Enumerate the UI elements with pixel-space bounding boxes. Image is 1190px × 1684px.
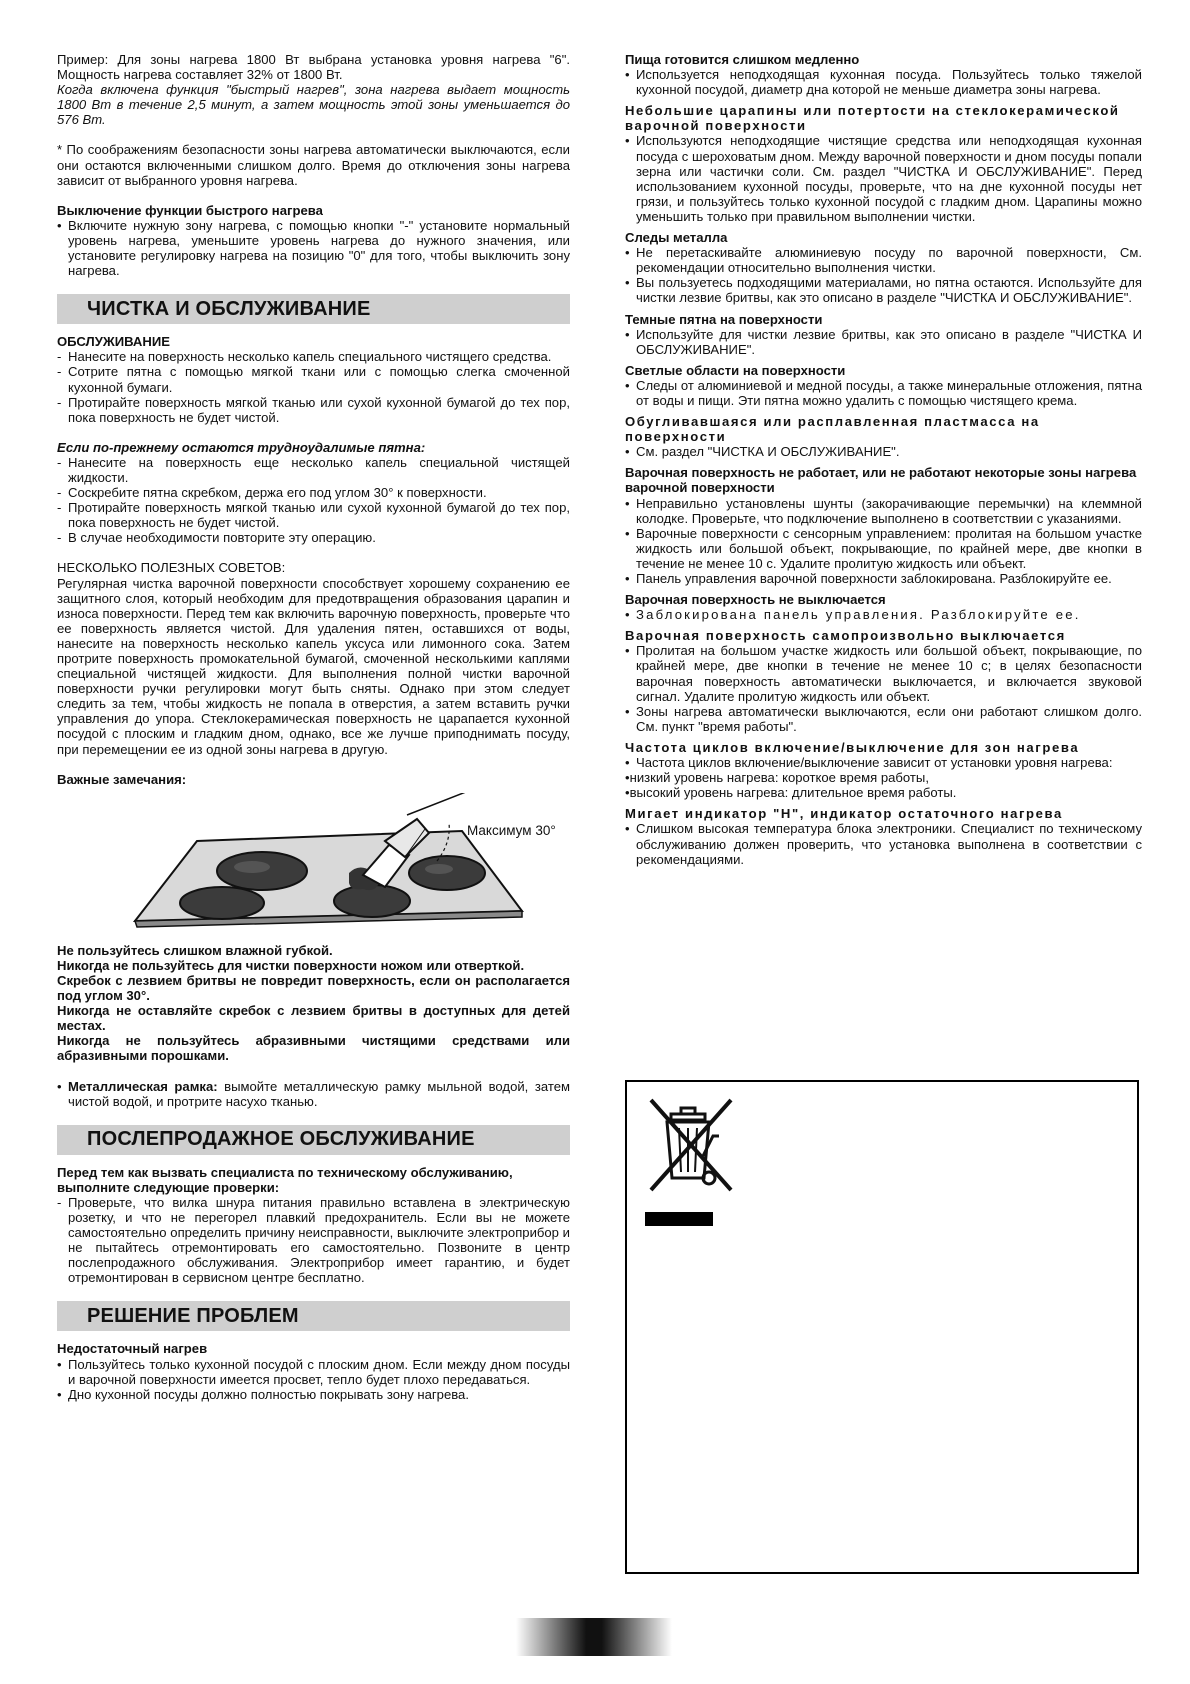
- list-item: • Слишком высокая температура блока электроники. Специалист по техническому обслуживанию должен проверить, что установка выполнена в соответствии с рекомендациями.: [625, 821, 1142, 866]
- list-item: • Пользуйтесь только кухонной посудой с плоским дном. Если между дном посуды и варочной поверхности имеется просвет, тепло будет плохо передаваться.: [57, 1357, 570, 1387]
- section-header-problems: РЕШЕНИЕ ПРОБЛЕМ: [57, 1301, 570, 1331]
- melted-plastic-list: [625, 444, 1142, 459]
- not-working-list: [625, 496, 1142, 587]
- crossed-bin-icon: [643, 1094, 743, 1234]
- right-column: [625, 52, 1142, 867]
- insufficient-heat-title: Недостаточный нагрев: [57, 1341, 208, 1357]
- tips-text: Регулярная чистка варочной поверхности способствует хорошему сохранению ее защитного слоя, который необходим для предотвращения образования царапин и износа поверхности. Перед тем как включить варочную поверхность, проверьте что ее поверхность является чистой. Для удаления пятен, оставшихся от воды, нанесите на поверхность несколько капель уксуса или лимонного сока. Затем протрите поверхность промокательной бумагой, смоченной несколькими каплями специальной чистящей жидкости. Для выполнения полной чистки варочной поверхности ручки регулировки могут быть сняты. Однако при этом следует следить за тем, чтобы жидкость не попала в отверстия, а затем вставить ручки управления до упора. Стеклокерамическая поверхность не царапается кухонной посудой с плоским и гладким дном, однако, все же лучше приподнимать посуду, при перемещении ее из одной зоны нагрева в другую.: [57, 575, 570, 757]
- fast-off-list: [57, 218, 570, 278]
- list-item: • Дно кухонной посуды должно полностью покрывать зону нагрева.: [57, 1387, 570, 1402]
- warning-text: Не пользуйтесь слишком влажной губкой.: [57, 942, 333, 958]
- metal-marks-list: [625, 245, 1142, 305]
- list-item: • Используются неподходящие чистящие средства или неподходящая кухонная посуда с шероховатым дном. Между варочной поверхности и дном посуды попали зерна или частички соли. См. раздел "ЧИСТКА И ОБСЛУЖИВАНИЕ". Перед использованием кухонной посуды, проверьте, что на дне кухонной посуды нет грязи, и пользуйтесь только кухонной посудой с гладким дном. Царапины можно уменьшить только при правильном выполнении чистки.: [625, 133, 1142, 224]
- no-switch-off-list: [625, 607, 1142, 622]
- tips-title: НЕСКОЛЬКО ПОЛЕЗНЫХ СОВЕТОВ:: [57, 560, 286, 576]
- warning-text: Скребок с лезвием бритвы не повредит поверхность, если он располагается под углом 30°.: [57, 972, 570, 1004]
- light-areas-list: [625, 378, 1142, 408]
- cycles-low: •низкий уровень нагрева: короткое время работы,: [625, 770, 929, 786]
- frame-list: [57, 1079, 570, 1109]
- list-item: - Нанесите на поверхность еще несколько капель специальной чистящей жидкости.: [57, 455, 570, 485]
- left-column: [57, 52, 570, 1402]
- list-item: - Протирайте поверхность мягкой тканью или сухой кухонной бумагой до тех пор, пока поверхность не будет чистой.: [57, 395, 570, 425]
- service-list: [57, 1195, 570, 1286]
- max-angle-label: Максимум 30°: [467, 822, 556, 838]
- list-item: • Не перетаскивайте алюминиевую посуду по варочной поверхности, См. рекомендации относительно выполнения чистки.: [625, 245, 1142, 275]
- list-item: • Варочные поверхности с сенсорным управлением: пролитая на большом участке жидкость или большой объект, покрывающие, по крайней мере, две кнопки в течение не менее 10 с. Удалите пролитую жидкость или объект.: [625, 526, 1142, 571]
- dark-spots-title: Темные пятна на поверхности: [625, 311, 823, 327]
- intro-fast-heat: Когда включена функция "быстрый нагрев", зона нагрева выдает мощность 1800 Вт в течение 2,5 минут, а затем мощность этой зоны уменьшается до 576 Вт.: [57, 82, 570, 128]
- maintenance-list: [57, 349, 570, 424]
- warnings-block: [57, 943, 570, 1064]
- h-indicator-list: [625, 821, 1142, 866]
- cycles-title: Частота циклов включение/выключение для зон нагрева: [625, 739, 1080, 755]
- page-footer-tab: [516, 1618, 672, 1656]
- slow-cooking-title: Пища готовится слишком медленно: [625, 52, 860, 67]
- list-item: - Соскребите пятна скребком, держа его под углом 30° к поверхности.: [57, 485, 570, 500]
- light-areas-title: Светлые области на поверхности: [625, 362, 846, 378]
- list-item: • См. раздел "ЧИСТКА И ОБСЛУЖИВАНИЕ".: [625, 444, 1142, 459]
- h-indicator-title: Мигает индикатор "H", индикатор остаточного нагрева: [625, 806, 1063, 822]
- warning-text: Никогда не оставляйте скребок с лезвием бритвы в доступных для детей местах.: [57, 1003, 570, 1034]
- list-item: • Включите нужную зону нагрева, с помощью кнопки "-" установите нормальный уровень нагрева, уменьшите уровень нагрева до нужного значения, или установите регулировку нагрева на позицию "0" для того, чтобы выключить зону нагрева.: [57, 218, 570, 278]
- list-item: • Используется неподходящая кухонная посуда. Пользуйтесь только тяжелой кухонной посудой, диаметр дна которой не меньше диаметра зоны нагрева.: [625, 67, 1142, 97]
- intro-example: Пример: Для зоны нагрева 1800 Вт выбрана установка уровня нагрева "6". Мощность нагрева составляет 32% от 1800 Вт.: [57, 52, 570, 83]
- scraper-illustration: [57, 793, 570, 943]
- list-item: - Проверьте, что вилка шнура питания правильно вставлена в электрическую розетку, и что не перегорел плавкий предохранитель. Если вы не можете самостоятельно определить причину неисправности, выключите электроприбор и не пытайтесь отремонтировать его самостоятельно. Позвоните в центр послепродажного обслуживания. Электроприбор имеет гарантию, и будет отремонтирован в сервисном центре бесплатно.: [57, 1195, 570, 1286]
- list-item: - Сотрите пятна с помощью мягкой ткани или с помощью слегка смоченной кухонной бумаги.: [57, 364, 570, 394]
- self-switch-off-list: [625, 643, 1142, 734]
- insufficient-heat-list: [57, 1357, 570, 1402]
- warning-text: Никогда не пользуйтесь для чистки поверхности ножом или отверткой.: [57, 957, 525, 973]
- list-item: • Используйте для чистки лезвие бритвы, как это описано в разделе "ЧИСТКА И ОБСЛУЖИВАНИЕ".: [625, 327, 1142, 357]
- list-item: [57, 1079, 570, 1109]
- frame-text: вымойте металлическую рамку мыльной водой, затем чистой водой, и протрите насухо тканью.: [68, 1078, 570, 1109]
- cooktop-scraper-drawing: [127, 793, 527, 943]
- scratches-list: [625, 133, 1142, 224]
- self-switch-off-title: Варочная поверхность самопроизвольно выключается: [625, 628, 1066, 644]
- maintenance-title: ОБСЛУЖИВАНИЕ: [57, 334, 170, 350]
- list-item: • Зоны нагрева автоматически выключаются, если они работают слишком долго. См. пункт "время работы".: [625, 704, 1142, 734]
- warning-text: Никогда не пользуйтесь абразивными чистящими средствами или абразивными порошками.: [57, 1033, 570, 1064]
- fast-off-title: Выключение функции быстрого нагрева: [57, 202, 323, 218]
- section-header-cleaning: ЧИСТКА И ОБСЛУЖИВАНИЕ: [57, 294, 570, 324]
- section-header-service: ПОСЛЕПРОДАЖНОЕ ОБСЛУЖИВАНИЕ: [57, 1125, 570, 1155]
- safety-note: * По соображениям безопасности зоны нагрева автоматически выключаются, если они остаются включенными слишком долго. Время до отключения зоны нагрева зависит от выбранного уровня нагрева.: [57, 142, 570, 188]
- cycles-list: [625, 755, 1142, 770]
- list-item: - В случае необходимости повторите эту операцию.: [57, 530, 570, 545]
- list-item: - Протирайте поверхность мягкой тканью или сухой кухонной бумагой до тех пор, пока поверхность не будет чистой.: [57, 500, 570, 530]
- list-item: • Следы от алюминиевой и медной посуды, а также минеральные отложения, пятна от воды и пищи. Эти пятна можно удалить с помощью чистящего крема.: [625, 378, 1142, 408]
- frame-label: Металлическая рамка:: [68, 1078, 218, 1094]
- list-item: • Неправильно установлены шунты (закорачивающие перемычки) на клеммной колодке. Проверьте, что подключение выполнено в соответствии с указаниями.: [625, 496, 1142, 526]
- cycles-high: •высокий уровень нагрева: длительное время работы.: [625, 785, 957, 801]
- metal-marks-title: Следы металла: [625, 230, 728, 246]
- dark-spots-list: [625, 327, 1142, 357]
- no-switch-off-title: Варочная поверхность не выключается: [625, 592, 886, 608]
- stubborn-stains-list: [57, 455, 570, 546]
- list-item: - Нанесите на поверхность несколько капель специального чистящего средства.: [57, 349, 570, 364]
- melted-plastic-title: Обугливавшаяся или расплавленная пластмасса на поверхности: [625, 414, 1040, 445]
- list-item: • Заблокирована панель управления. Разблокируйте ее.: [625, 607, 1142, 622]
- list-item: • Панель управления варочной поверхности заблокирована. Разблокируйте ее.: [625, 571, 1142, 586]
- not-working-title: Варочная поверхность не работает, или не работают некоторые зоны нагрева варочной поверхности: [625, 465, 1137, 496]
- stubborn-stains-title: Если по-прежнему остаются трудноудалимые пятна:: [57, 439, 426, 455]
- list-item: • Вы пользуетесь подходящими материалами, но пятна остаются. Используйте для чистки лезвие бритвы, как это описано в разделе "ЧИСТКА И ОБСЛУЖИВАНИЕ".: [625, 275, 1142, 305]
- slow-cooking-list: [625, 67, 1142, 97]
- important-notes-title: Важные замечания:: [57, 771, 187, 787]
- scratches-title: Небольшие царапины или потертости на стеклокерамической варочной поверхности: [625, 103, 1120, 134]
- weee-box: [625, 1080, 1139, 1574]
- service-title: Перед тем как вызвать специалиста по техническому обслуживанию, выполните следующие проверки:: [57, 1164, 513, 1195]
- list-item: • Пролитая на большом участке жидкость или большой объект, покрывающие, по крайней мере, две кнопки в течение не менее 10 с; в целях безопасности варочная поверхность автоматически выключается, и включается звуковой сигнал. Удалите пролитую жидкость или объект.: [625, 643, 1142, 703]
- list-item: • Частота циклов включение/выключение зависит от установки уровня нагрева:: [625, 755, 1142, 770]
